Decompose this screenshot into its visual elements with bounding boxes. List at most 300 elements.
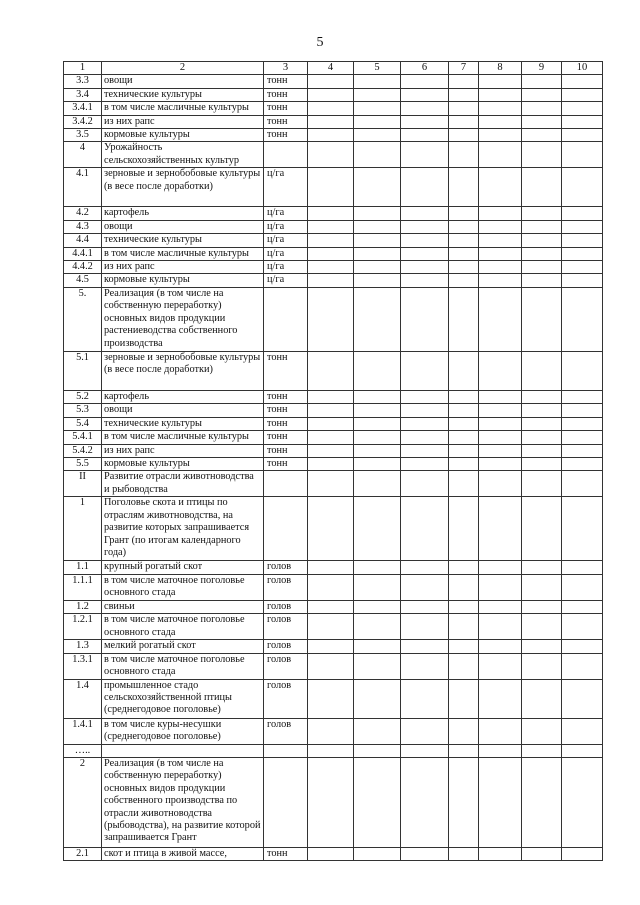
value-cell bbox=[354, 274, 401, 287]
value-cell bbox=[522, 679, 562, 718]
value-cell bbox=[308, 234, 354, 247]
table-row bbox=[64, 847, 603, 860]
value-cell bbox=[479, 614, 522, 640]
value-cell bbox=[401, 351, 449, 390]
indicator-name-cell bbox=[102, 744, 264, 757]
value-cell bbox=[479, 574, 522, 600]
value-cell bbox=[562, 390, 603, 403]
row-number-cell: 3.3 bbox=[64, 75, 102, 88]
header-cell: 4 bbox=[308, 62, 354, 75]
indicator-name-cell: Урожайность сельскохозяйственных культур bbox=[102, 142, 264, 168]
value-cell bbox=[522, 497, 562, 561]
value-cell bbox=[479, 431, 522, 444]
value-cell bbox=[479, 640, 522, 653]
value-cell bbox=[522, 75, 562, 88]
value-cell bbox=[401, 404, 449, 417]
value-cell bbox=[479, 497, 522, 561]
indicator-name-cell: овощи bbox=[102, 220, 264, 233]
unit-cell bbox=[264, 497, 308, 561]
value-cell bbox=[449, 757, 479, 847]
value-cell bbox=[522, 168, 562, 207]
value-cell bbox=[522, 640, 562, 653]
value-cell bbox=[522, 757, 562, 847]
value-cell bbox=[449, 234, 479, 247]
row-number-cell: 4.1 bbox=[64, 168, 102, 207]
indicator-name-cell: зерновые и зернобобовые культуры (в весе после доработки) bbox=[102, 168, 264, 207]
value-cell bbox=[562, 718, 603, 744]
unit-cell: тонн bbox=[264, 390, 308, 403]
unit-cell: голов bbox=[264, 640, 308, 653]
row-number-cell: 5.3 bbox=[64, 404, 102, 417]
value-cell bbox=[449, 220, 479, 233]
value-cell bbox=[308, 247, 354, 260]
unit-cell bbox=[264, 757, 308, 847]
value-cell bbox=[354, 431, 401, 444]
value-cell bbox=[522, 653, 562, 679]
unit-cell: тонн bbox=[264, 351, 308, 390]
value-cell bbox=[354, 390, 401, 403]
unit-cell: тонн bbox=[264, 75, 308, 88]
unit-cell: тонн bbox=[264, 88, 308, 101]
unit-cell: тонн bbox=[264, 457, 308, 470]
table-row bbox=[64, 404, 603, 417]
value-cell bbox=[308, 390, 354, 403]
value-cell bbox=[354, 653, 401, 679]
unit-cell: голов bbox=[264, 600, 308, 613]
table-row bbox=[64, 75, 603, 88]
table-row bbox=[64, 142, 603, 168]
row-number-cell: 4.4 bbox=[64, 234, 102, 247]
value-cell bbox=[449, 653, 479, 679]
table-row bbox=[64, 640, 603, 653]
table-row bbox=[64, 88, 603, 101]
row-number-cell: 2 bbox=[64, 757, 102, 847]
value-cell bbox=[522, 600, 562, 613]
unit-cell: тонн bbox=[264, 444, 308, 457]
value-cell bbox=[401, 497, 449, 561]
row-number-cell: ….. bbox=[64, 744, 102, 757]
value-cell bbox=[562, 417, 603, 430]
indicator-name-cell: технические культуры bbox=[102, 234, 264, 247]
value-cell bbox=[401, 614, 449, 640]
value-cell bbox=[354, 497, 401, 561]
value-cell bbox=[522, 351, 562, 390]
value-cell bbox=[479, 444, 522, 457]
table-row bbox=[64, 718, 603, 744]
value-cell bbox=[308, 718, 354, 744]
row-number-cell: 1.3 bbox=[64, 640, 102, 653]
row-number-cell: 4.2 bbox=[64, 207, 102, 220]
value-cell bbox=[562, 274, 603, 287]
value-cell bbox=[354, 847, 401, 860]
value-cell bbox=[562, 574, 603, 600]
table-row bbox=[64, 444, 603, 457]
value-cell bbox=[401, 115, 449, 128]
value-cell bbox=[308, 274, 354, 287]
value-cell bbox=[562, 404, 603, 417]
unit-cell: голов bbox=[264, 574, 308, 600]
indicator-name-cell: зерновые и зернобобовые культуры (в весе после доработки) bbox=[102, 351, 264, 390]
value-cell bbox=[562, 142, 603, 168]
value-cell bbox=[562, 444, 603, 457]
table-row bbox=[64, 757, 603, 847]
value-cell bbox=[308, 404, 354, 417]
indicator-name-cell: в том числе куры-несушки (среднегодовое поголовье) bbox=[102, 718, 264, 744]
value-cell bbox=[562, 640, 603, 653]
value-cell bbox=[479, 718, 522, 744]
row-number-cell: 1.2.1 bbox=[64, 614, 102, 640]
value-cell bbox=[562, 600, 603, 613]
table-row bbox=[64, 102, 603, 115]
row-number-cell: 4.4.1 bbox=[64, 247, 102, 260]
value-cell bbox=[449, 75, 479, 88]
value-cell bbox=[522, 115, 562, 128]
table-row bbox=[64, 417, 603, 430]
value-cell bbox=[479, 88, 522, 101]
value-cell bbox=[449, 600, 479, 613]
value-cell bbox=[308, 129, 354, 142]
value-cell bbox=[522, 207, 562, 220]
data-table bbox=[63, 61, 603, 861]
value-cell bbox=[401, 247, 449, 260]
value-cell bbox=[354, 561, 401, 574]
row-number-cell: 5.4.1 bbox=[64, 431, 102, 444]
indicator-name-cell: в том числе масличные культуры bbox=[102, 431, 264, 444]
value-cell bbox=[522, 614, 562, 640]
table-row bbox=[64, 431, 603, 444]
value-cell bbox=[522, 744, 562, 757]
value-cell bbox=[449, 718, 479, 744]
value-cell bbox=[562, 129, 603, 142]
value-cell bbox=[479, 757, 522, 847]
value-cell bbox=[479, 390, 522, 403]
value-cell bbox=[479, 129, 522, 142]
header-cell: 7 bbox=[449, 62, 479, 75]
value-cell bbox=[479, 234, 522, 247]
page-number: 5 bbox=[316, 35, 324, 50]
table-row bbox=[64, 679, 603, 718]
value-cell bbox=[354, 417, 401, 430]
unit-cell: голов bbox=[264, 679, 308, 718]
value-cell bbox=[449, 614, 479, 640]
value-cell bbox=[354, 261, 401, 274]
value-cell bbox=[479, 653, 522, 679]
value-cell bbox=[308, 561, 354, 574]
value-cell bbox=[308, 600, 354, 613]
indicator-name-cell: из них рапс bbox=[102, 261, 264, 274]
value-cell bbox=[479, 274, 522, 287]
value-cell bbox=[354, 142, 401, 168]
unit-cell bbox=[264, 287, 308, 351]
value-cell bbox=[308, 847, 354, 860]
value-cell bbox=[522, 129, 562, 142]
value-cell bbox=[522, 261, 562, 274]
unit-cell: голов bbox=[264, 614, 308, 640]
value-cell bbox=[401, 75, 449, 88]
indicator-name-cell: в том числе маточное поголовье основного стада bbox=[102, 574, 264, 600]
value-cell bbox=[562, 471, 603, 497]
unit-cell: ц/га bbox=[264, 247, 308, 260]
value-cell bbox=[479, 679, 522, 718]
value-cell bbox=[401, 129, 449, 142]
value-cell bbox=[449, 404, 479, 417]
value-cell bbox=[479, 261, 522, 274]
value-cell bbox=[354, 88, 401, 101]
unit-cell: тонн bbox=[264, 102, 308, 115]
value-cell bbox=[308, 88, 354, 101]
header-cell: 8 bbox=[479, 62, 522, 75]
value-cell bbox=[562, 207, 603, 220]
value-cell bbox=[449, 287, 479, 351]
value-cell bbox=[401, 574, 449, 600]
value-cell bbox=[522, 404, 562, 417]
value-cell bbox=[308, 287, 354, 351]
unit-cell bbox=[264, 142, 308, 168]
value-cell bbox=[449, 497, 479, 561]
unit-cell bbox=[264, 744, 308, 757]
table-row bbox=[64, 457, 603, 470]
unit-cell: тонн bbox=[264, 847, 308, 860]
value-cell bbox=[354, 75, 401, 88]
row-number-cell: 3.4 bbox=[64, 88, 102, 101]
row-number-cell: 1.3.1 bbox=[64, 653, 102, 679]
value-cell bbox=[401, 561, 449, 574]
indicator-name-cell: технические культуры bbox=[102, 417, 264, 430]
table-row bbox=[64, 115, 603, 128]
table-row bbox=[64, 287, 603, 351]
value-cell bbox=[522, 718, 562, 744]
unit-cell: ц/га bbox=[264, 220, 308, 233]
value-cell bbox=[522, 390, 562, 403]
value-cell bbox=[562, 234, 603, 247]
row-number-cell: 3.4.2 bbox=[64, 115, 102, 128]
row-number-cell: 4.4.2 bbox=[64, 261, 102, 274]
indicator-name-cell: промышленное стадо сельскохозяйственной птицы (среднегодовое поголовье) bbox=[102, 679, 264, 718]
value-cell bbox=[308, 115, 354, 128]
table-row bbox=[64, 220, 603, 233]
unit-cell: ц/га bbox=[264, 261, 308, 274]
value-cell bbox=[562, 561, 603, 574]
table-row bbox=[64, 574, 603, 600]
value-cell bbox=[354, 444, 401, 457]
value-cell bbox=[522, 574, 562, 600]
value-cell bbox=[401, 274, 449, 287]
value-cell bbox=[401, 718, 449, 744]
value-cell bbox=[562, 744, 603, 757]
value-cell bbox=[479, 457, 522, 470]
value-cell bbox=[522, 102, 562, 115]
value-cell bbox=[562, 115, 603, 128]
value-cell bbox=[308, 679, 354, 718]
value-cell bbox=[449, 207, 479, 220]
header-cell: 10 bbox=[562, 62, 603, 75]
value-cell bbox=[562, 247, 603, 260]
unit-cell: тонн bbox=[264, 431, 308, 444]
value-cell bbox=[308, 653, 354, 679]
value-cell bbox=[562, 287, 603, 351]
value-cell bbox=[354, 247, 401, 260]
value-cell bbox=[562, 261, 603, 274]
row-number-cell: 2.1 bbox=[64, 847, 102, 860]
row-number-cell: 1.1 bbox=[64, 561, 102, 574]
value-cell bbox=[449, 88, 479, 101]
table-row bbox=[64, 129, 603, 142]
row-number-cell: 5.4.2 bbox=[64, 444, 102, 457]
unit-cell: ц/га bbox=[264, 274, 308, 287]
value-cell bbox=[449, 640, 479, 653]
value-cell bbox=[401, 390, 449, 403]
table-row bbox=[64, 168, 603, 207]
value-cell bbox=[449, 274, 479, 287]
indicator-name-cell: в том числе маточное поголовье основного стада bbox=[102, 614, 264, 640]
value-cell bbox=[308, 640, 354, 653]
table-row bbox=[64, 497, 603, 561]
value-cell bbox=[449, 247, 479, 260]
row-number-cell: 5.2 bbox=[64, 390, 102, 403]
value-cell bbox=[401, 653, 449, 679]
indicator-name-cell: свиньи bbox=[102, 600, 264, 613]
value-cell bbox=[562, 457, 603, 470]
table-row bbox=[64, 234, 603, 247]
value-cell bbox=[562, 757, 603, 847]
table-row bbox=[64, 561, 603, 574]
value-cell bbox=[562, 88, 603, 101]
value-cell bbox=[522, 88, 562, 101]
value-cell bbox=[401, 88, 449, 101]
header-cell: 9 bbox=[522, 62, 562, 75]
value-cell bbox=[479, 561, 522, 574]
value-cell bbox=[522, 444, 562, 457]
indicator-name-cell: кормовые культуры bbox=[102, 457, 264, 470]
unit-cell: тонн bbox=[264, 417, 308, 430]
indicator-name-cell: из них рапс bbox=[102, 444, 264, 457]
row-number-cell: 4 bbox=[64, 142, 102, 168]
value-cell bbox=[522, 220, 562, 233]
table-row bbox=[64, 614, 603, 640]
value-cell bbox=[308, 431, 354, 444]
value-cell bbox=[522, 417, 562, 430]
table-row bbox=[64, 261, 603, 274]
value-cell bbox=[449, 417, 479, 430]
indicator-name-cell: овощи bbox=[102, 75, 264, 88]
unit-cell: голов bbox=[264, 718, 308, 744]
unit-cell: ц/га bbox=[264, 207, 308, 220]
value-cell bbox=[479, 220, 522, 233]
value-cell bbox=[401, 640, 449, 653]
unit-cell: ц/га bbox=[264, 168, 308, 207]
row-number-cell: 5.5 bbox=[64, 457, 102, 470]
indicator-name-cell: в том числе масличные культуры bbox=[102, 247, 264, 260]
unit-cell bbox=[264, 471, 308, 497]
value-cell bbox=[354, 102, 401, 115]
value-cell bbox=[354, 287, 401, 351]
value-cell bbox=[308, 614, 354, 640]
value-cell bbox=[479, 207, 522, 220]
row-number-cell: 5.1 bbox=[64, 351, 102, 390]
value-cell bbox=[449, 142, 479, 168]
value-cell bbox=[562, 847, 603, 860]
table-row bbox=[64, 390, 603, 403]
value-cell bbox=[449, 351, 479, 390]
value-cell bbox=[308, 142, 354, 168]
value-cell bbox=[522, 431, 562, 444]
indicator-name-cell: овощи bbox=[102, 404, 264, 417]
header-cell: 2 bbox=[102, 62, 264, 75]
row-number-cell: 1.1.1 bbox=[64, 574, 102, 600]
value-cell bbox=[308, 207, 354, 220]
value-cell bbox=[308, 220, 354, 233]
value-cell bbox=[562, 679, 603, 718]
value-cell bbox=[308, 351, 354, 390]
value-cell bbox=[522, 142, 562, 168]
value-cell bbox=[308, 444, 354, 457]
unit-cell: тонн bbox=[264, 129, 308, 142]
value-cell bbox=[354, 744, 401, 757]
value-cell bbox=[449, 168, 479, 207]
indicator-name-cell: технические культуры bbox=[102, 88, 264, 101]
value-cell bbox=[522, 457, 562, 470]
value-cell bbox=[479, 351, 522, 390]
value-cell bbox=[308, 102, 354, 115]
row-number-cell: 4.5 bbox=[64, 274, 102, 287]
table-row bbox=[64, 351, 603, 390]
value-cell bbox=[479, 744, 522, 757]
value-cell bbox=[354, 234, 401, 247]
value-cell bbox=[562, 168, 603, 207]
indicator-name-cell: мелкий рогатый скот bbox=[102, 640, 264, 653]
value-cell bbox=[479, 417, 522, 430]
value-cell bbox=[479, 404, 522, 417]
value-cell bbox=[401, 444, 449, 457]
value-cell bbox=[308, 574, 354, 600]
header-cell: 1 bbox=[64, 62, 102, 75]
value-cell bbox=[354, 457, 401, 470]
table-row bbox=[64, 274, 603, 287]
value-cell bbox=[449, 115, 479, 128]
value-cell bbox=[354, 115, 401, 128]
header-cell: 6 bbox=[401, 62, 449, 75]
value-cell bbox=[354, 718, 401, 744]
value-cell bbox=[479, 75, 522, 88]
value-cell bbox=[308, 261, 354, 274]
indicator-name-cell: Реализация (в том числе на собственную переработку) основных видов продукции растениеводства собственного производства bbox=[102, 287, 264, 351]
value-cell bbox=[449, 102, 479, 115]
table-row bbox=[64, 471, 603, 497]
value-cell bbox=[354, 679, 401, 718]
value-cell bbox=[562, 102, 603, 115]
value-cell bbox=[449, 847, 479, 860]
value-cell bbox=[401, 431, 449, 444]
indicator-name-cell: картофель bbox=[102, 207, 264, 220]
value-cell bbox=[522, 471, 562, 497]
header-cell: 5 bbox=[354, 62, 401, 75]
value-cell bbox=[479, 142, 522, 168]
row-number-cell: II bbox=[64, 471, 102, 497]
row-number-cell: 1.2 bbox=[64, 600, 102, 613]
value-cell bbox=[308, 168, 354, 207]
value-cell bbox=[449, 431, 479, 444]
value-cell bbox=[449, 261, 479, 274]
value-cell bbox=[479, 847, 522, 860]
value-cell bbox=[449, 390, 479, 403]
value-cell bbox=[562, 497, 603, 561]
value-cell bbox=[562, 220, 603, 233]
value-cell bbox=[522, 234, 562, 247]
value-cell bbox=[522, 287, 562, 351]
value-cell bbox=[479, 102, 522, 115]
value-cell bbox=[354, 207, 401, 220]
unit-cell: голов bbox=[264, 561, 308, 574]
